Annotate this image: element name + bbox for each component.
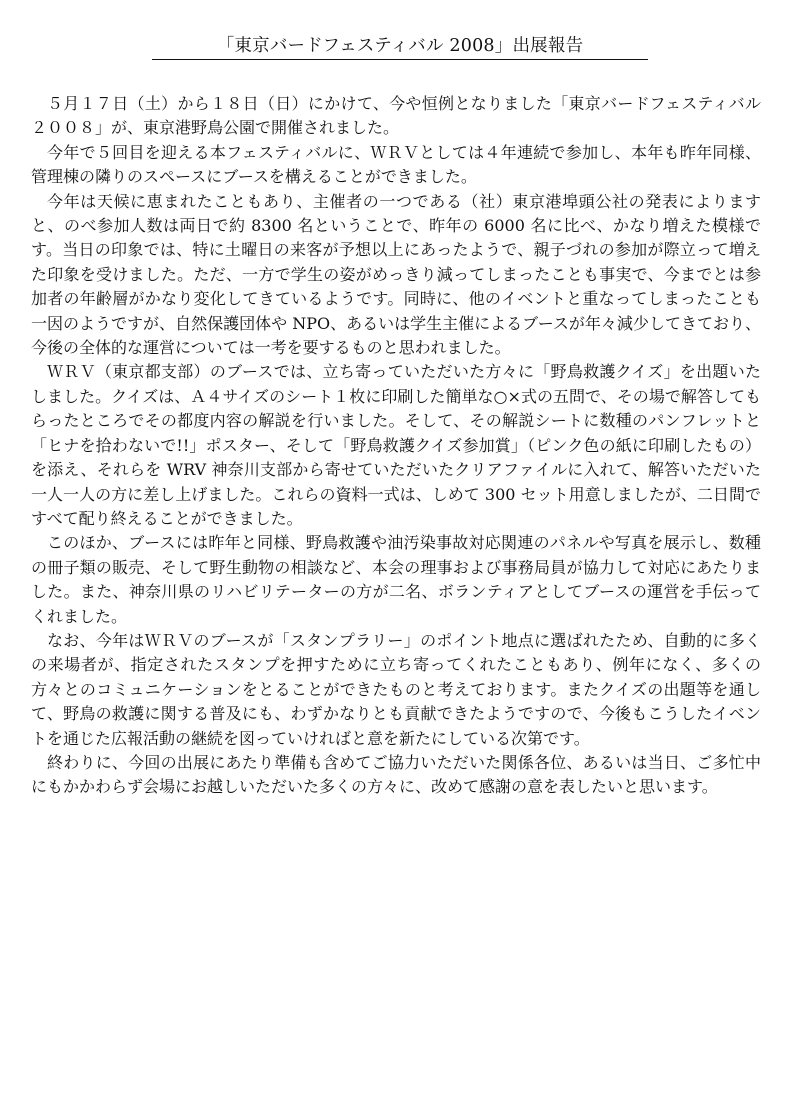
paragraph-participation: 今年で５回目を迎える本フェスティバルに、ＷＲＶとしては４年連続で参加し、本年も昨年同様、管理棟の隣りのスペースにブースを構えることができました。 [31, 142, 761, 187]
title-underline [152, 59, 648, 60]
document-body [31, 92, 761, 800]
paragraph-closing: 終わりに、今回の出展にあたり準備も含めてご協力いただいた関係各位、あるいは当日、ご多忙中にもかかわらず会場にお越しいただいた多くの方々に、改めて感謝の意を表したいと思います。 [31, 752, 761, 797]
paragraph-intro: ５月１７日（土）から１８日（日）にかけて、今や恒例となりました「東京バードフェスティバル ２００８」が、東京港野鳥公園で開催されました。 [31, 94, 761, 138]
paragraph-quiz: ＷＲＶ（東京都支部）のブースでは、立ち寄っていただいた方々に「野鳥救護クイズ」を出題いたしました。クイズは、Ａ４サイズのシート１枚に印刷した簡単な○×式の五問で、その場で解答してもらったところでその都度内容の解説を行いました。そして、その解説シートに数種のパンフレットと「ヒナを拾わないで!!」ポスター、そして「野鳥救護クイズ参加賞」（ピンク色の紙に印刷したもの）を添え、それらを WRV 神奈川支部から寄せていただいたクリアファイルに入れて、解答いただいた一人一人の方に差し上げました。これらの資料一式は、しめて 300 セット用意しましたが、二日間ですべて配り終えることができました。 [31, 362, 761, 528]
paragraph-stamp-rally: なお、今年はＷＲＶのブースが「スタンプラリー」のポイント地点に選ばれたため、自動的に多くの来場者が、指定されたスタンプを押すために立ち寄ってくれたこともあり、例年になく、多くの方々とのコミュニケーションをとることができたものと考えております。またクイズの出題等を通して、野鳥の救護に関する普及にも、わずかなりとも貢献できたようですので、今後もこうしたイベントを通じた広報活動の継続を図っていければと意を新たにしている次第です。 [31, 630, 761, 748]
paragraph-attendance: 今年は天候に恵まれたこともあり、主催者の一つである（社）東京港埠頭公社の発表によりますと、のべ参加人数は両日で約 8300 名ということで、昨年の 6000 名に比べ、かなり増えた模様です。当日の印象では、特に土曜日の来客が予想以上にあったようで、親子づれの参加が際立って増えた印象を受けました。ただ、一方で学生の姿がめっきり減ってしまったことも事実で、今までとは参加者の年齢層がかなり変化してきているようです。同時に、他のイベントと重なってしまったことも一因のようですが、自然保護団体や NPO、あるいは学生主催によるブースが年々減少してきており、今後の全体的な運営については一考を要するものと思われました。 [31, 191, 761, 358]
paragraph-booth-activities: このほか、ブースには昨年と同様、野鳥救護や油汚染事故対応関連のパネルや写真を展示し、数種の冊子類の販売、そして野生動物の相談など、本会の理事および事務局員が協力して対応にあたりました。また、神奈川県のリハビリテーターの方が二名、ボランティアとしてブースの運営を手伝ってくれました。 [31, 533, 761, 626]
document-title: 「東京バードフェスティバル 2008」出展報告 [216, 36, 584, 56]
